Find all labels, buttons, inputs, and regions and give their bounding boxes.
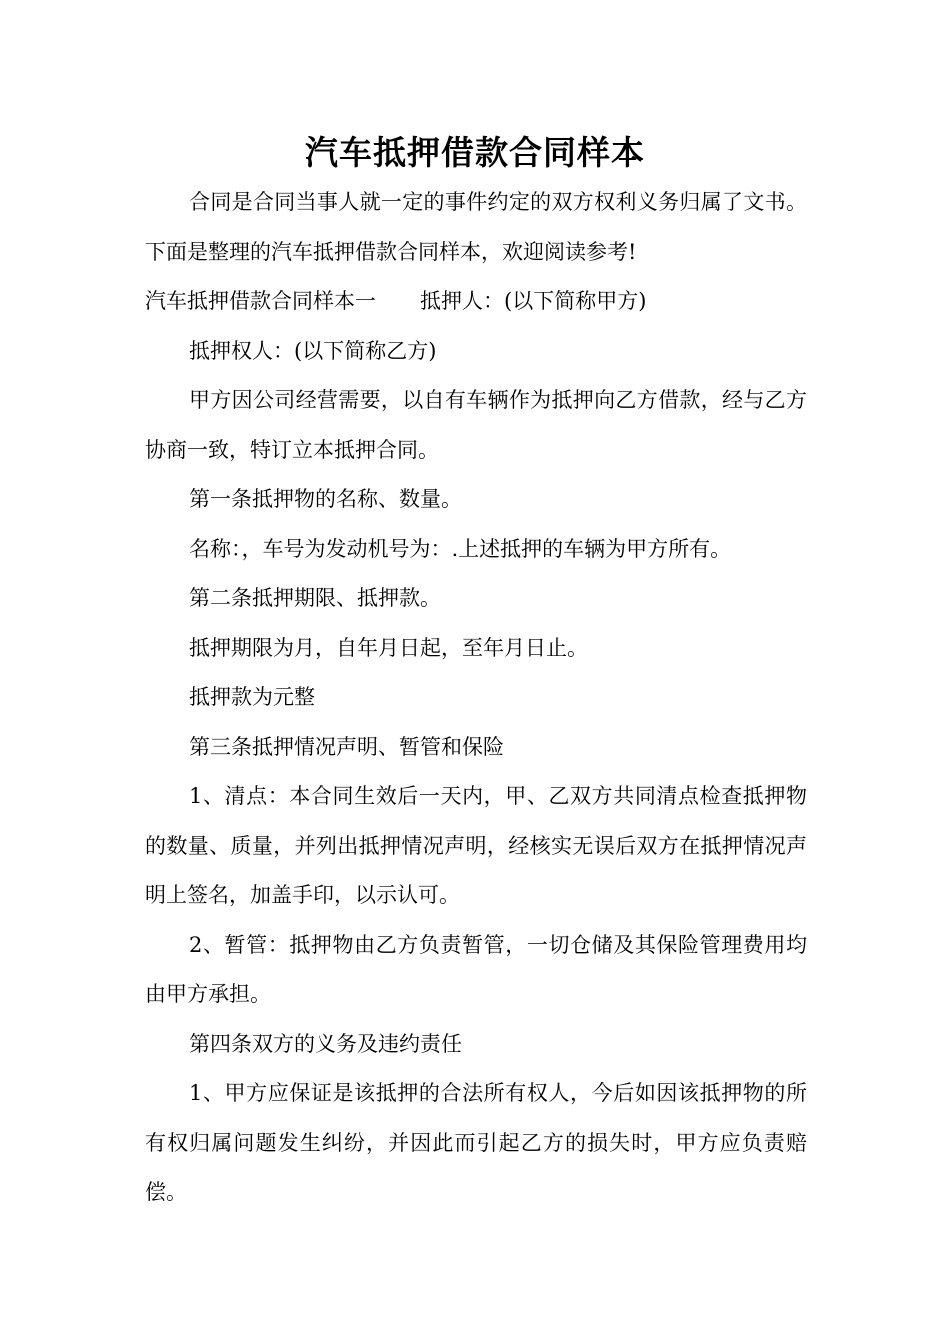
heading-spacer [376, 277, 420, 327]
article1-text: 名称：，车号为发动机号为：.上述抵押的车辆为甲方所有。 [189, 536, 732, 561]
article3-title: 第三条抵押情况声明、暂管和保险 [189, 734, 504, 759]
article2-title: 第二条抵押期限、抵押款。 [189, 586, 441, 610]
mortgagor-line: 抵押人：(以下简称甲方) [420, 289, 647, 313]
article4-item1: 1、甲方应保证是该抵押的合法所有权人，今后如因该抵押物的所有权归属问题发生纠纷，并因此而引起乙方的损失时，甲方应负责赔偿。 [145, 1081, 807, 1204]
section-heading: 汽车抵押借款合同样本一 [145, 289, 376, 313]
section-heading-line [145, 277, 807, 327]
intro-paragraph: 合同是合同当事人就一定的事件约定的双方权利义务归属了文书。下面是整理的汽车抵押借款合同样本，欢迎阅读参考! [145, 190, 807, 264]
document-title: 汽车抵押借款合同样本 [305, 133, 645, 172]
document-body [145, 178, 807, 1218]
article4-title: 第四条双方的义务及违约责任 [189, 1031, 462, 1056]
article2-text2: 抵押款为元整 [189, 685, 315, 709]
article3-item2: 2、暂管：抵押物由乙方负责暂管，一切仓储及其保险管理费用均由甲方承担。 [145, 932, 807, 1006]
article3-item1: 1、清点：本合同生效后一天内，甲、乙双方共同清点检查抵押物的数量、质量，并列出抵押情况声明，经核实无误后双方在抵押情况声明上签名，加盖手印，以示认可。 [145, 784, 807, 907]
article2-text1: 抵押期限为月，自年月日起，至年月日止。 [189, 635, 588, 660]
mortgagee-line: 抵押权人：(以下简称乙方) [189, 338, 437, 363]
article1-title: 第一条抵押物的名称、数量。 [189, 487, 462, 511]
preamble-paragraph: 甲方因公司经营需要，以自有车辆作为抵押向乙方借款，经与乙方协商一致，特订立本抵押合同。 [145, 388, 807, 462]
